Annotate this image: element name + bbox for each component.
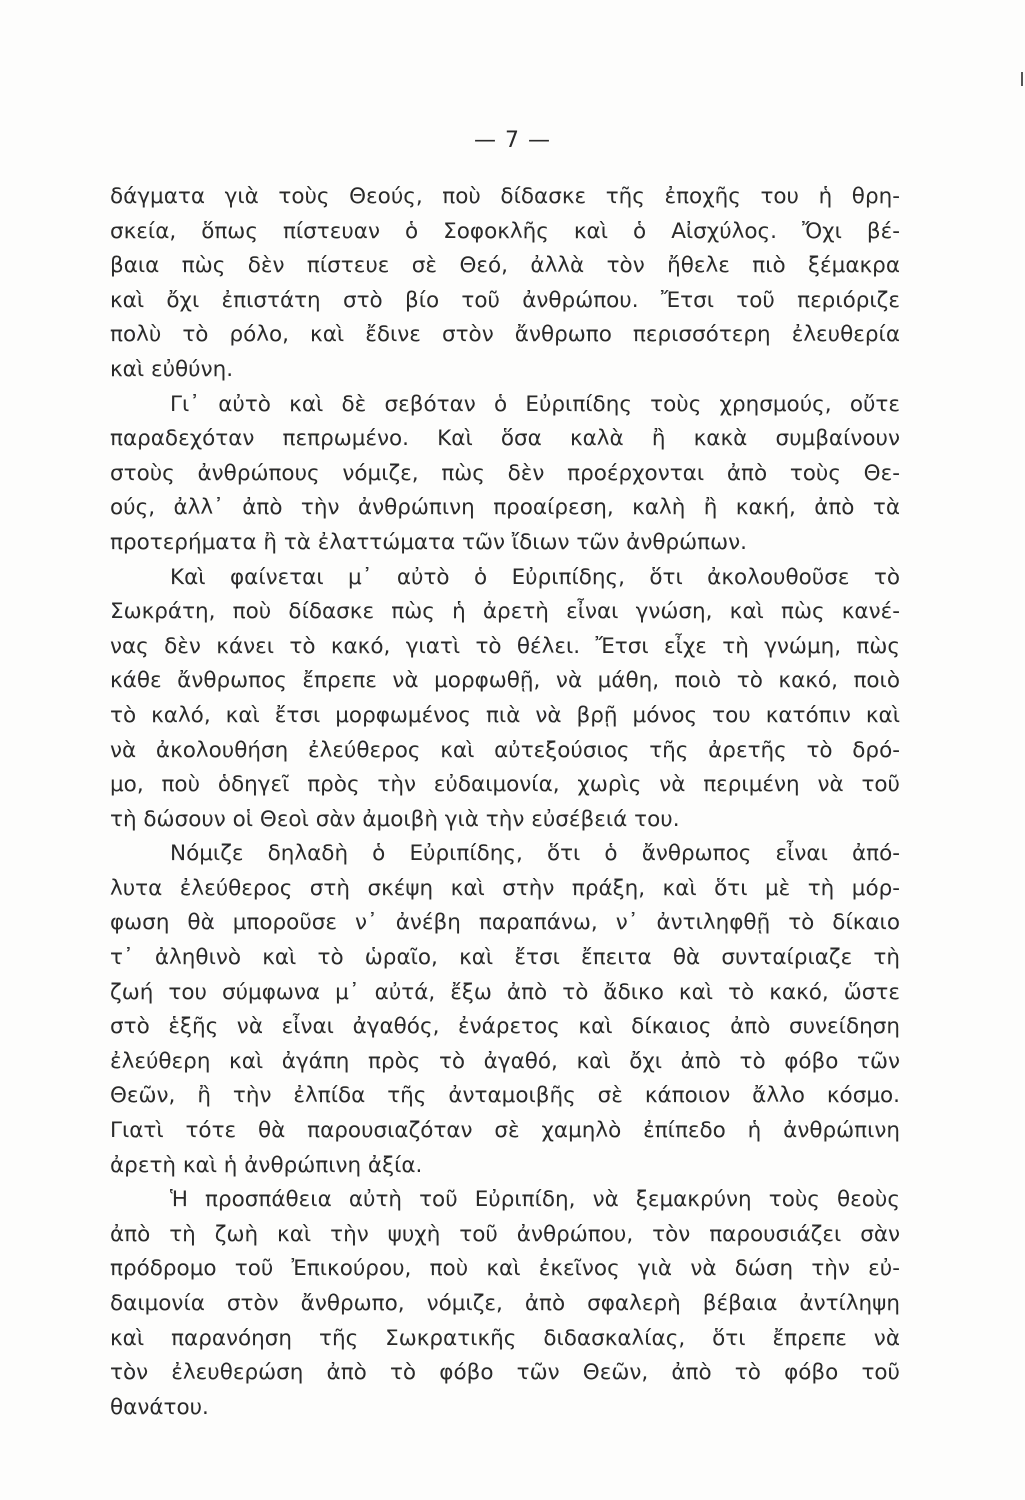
paragraph-first-line: Ἡ προσπάθεια αὐτὴ τοῦ Εὐριπίδη, νὰ ξεμακρύνη τοὺς θεοὺς bbox=[170, 1187, 900, 1213]
scan-edge-mark bbox=[1021, 72, 1023, 86]
text-line: καὶ παρανόηση τῆς Σωκρατικῆς διδασκαλίας, ὅτι ἔπρεπε νὰ bbox=[110, 1325, 900, 1351]
text-line: Θεῶν, ἢ τὴν ἐλπίδα τῆς ἀνταμοιβῆς σὲ κάποιον ἄλλο κόσμο. bbox=[110, 1083, 900, 1109]
text-line: Σωκράτη, ποὺ δίδασκε πὼς ἡ ἀρετὴ εἶναι γνώση, καὶ πὼς κανέ- bbox=[110, 599, 900, 625]
text-line: Γιατὶ τότε θὰ παρουσιαζόταν σὲ χαμηλὸ ἐπίπεδο ἡ ἀνθρώπινη bbox=[110, 1118, 900, 1144]
text-line: θανάτου. bbox=[110, 1394, 209, 1420]
text-line: τὸ καλό, καὶ ἔτσι μορφωμένος πιὰ νὰ βρῇ μόνος του κατόπιν καὶ bbox=[110, 702, 900, 728]
text-line: ἀρετὴ καὶ ἡ ἀνθρώπινη ἀξία. bbox=[110, 1152, 423, 1178]
text-line: στοὺς ἀνθρώπους νόμιζε, πὼς δὲν προέρχονται ἀπὸ τοὺς Θε- bbox=[110, 460, 900, 486]
page-number: — 7 — bbox=[474, 128, 551, 153]
text-line: ἀπὸ τὴ ζωὴ καὶ τὴν ψυχὴ τοῦ ἀνθρώπου, τὸν παρουσιάζει σὰν bbox=[110, 1221, 900, 1247]
text-line: δαιμονία στὸν ἄνθρωπο, νόμιζε, ἀπὸ σφαλερὴ βέβαια ἀντίληψη bbox=[110, 1291, 900, 1316]
paragraph-first-line: Γι᾿ αὐτὸ καὶ δὲ σεβόταν ὁ Εὐριπίδης τοὺς χρησμούς, οὔτε bbox=[170, 391, 900, 417]
text-line: πολὺ τὸ ρόλο, καὶ ἔδινε στὸν ἄνθρωπο περισσότερη ἐλευθερία bbox=[110, 322, 900, 348]
text-line: νας δὲν κάνει τὸ κακό, γιατὶ τὸ θέλει. Ἔτσι εἶχε τὴ γνώμη, πὼς bbox=[110, 633, 900, 659]
text-line: τ᾿ ἀληθινὸ καὶ τὸ ὡραῖο, καὶ ἔτσι ἔπειτα θὰ συνταίριαζε τὴ bbox=[110, 945, 900, 971]
text-line: καὶ εὐθύνη. bbox=[110, 356, 234, 382]
text-line: νὰ ἀκολουθήση ἐλεύθερος καὶ αὐτεξούσιος τῆς ἀρετῆς τὸ δρό- bbox=[110, 737, 900, 763]
text-line: μο, ποὺ ὁδηγεῖ πρὸς τὴν εὐδαιμονία, χωρὶς νὰ περιμένη νὰ τοῦ bbox=[110, 772, 900, 798]
paragraph-first-line: Καὶ φαίνεται μ᾿ αὐτὸ ὁ Εὐριπίδης, ὅτι ἀκολουθοῦσε τὸ bbox=[170, 564, 900, 590]
text-line: ζωή του σύμφωνα μ᾿ αὐτά, ἔξω ἀπὸ τὸ ἄδικο καὶ τὸ κακό, ὥστε bbox=[110, 979, 900, 1005]
text-line: τὴ δώσουν οἱ Θεοὶ σὰν ἀμοιβὴ γιὰ τὴν εὐσέβειά του. bbox=[110, 806, 680, 832]
text-line: καὶ ὄχι ἐπιστάτη στὸ βίο τοῦ ἀνθρώπου. Ἔτσι τοῦ περιόριζε bbox=[110, 287, 900, 313]
text-line: ούς, ἀλλ᾿ ἀπὸ τὴν ἀνθρώπινη προαίρεση, καλὴ ἢ κακή, ἀπὸ τὰ bbox=[110, 495, 900, 521]
text-line: ἐλεύθερη καὶ ἀγάπη πρὸς τὸ ἀγαθό, καὶ ὄχι ἀπὸ τὸ φόβο τῶν bbox=[110, 1048, 900, 1074]
text-line: κάθε ἄνθρωπος ἔπρεπε νὰ μορφωθῇ, νὰ μάθη, ποιὸ τὸ κακό, ποιὸ bbox=[110, 668, 900, 694]
text-line: δάγματα γιὰ τοὺς Θεούς, ποὺ δίδασκε τῆς ἐποχῆς του ἡ θρη- bbox=[110, 184, 900, 209]
body-text bbox=[110, 180, 900, 1425]
text-line: πρόδρομο τοῦ Ἐπικούρου, ποὺ καὶ ἐκεῖνος γιὰ νὰ δώση τὴν εὐ- bbox=[110, 1256, 900, 1282]
text-line: σκεία, ὅπως πίστευαν ὁ Σοφοκλῆς καὶ ὁ Αἰσχύλος. Ὄχι βέ- bbox=[110, 218, 900, 244]
text-line: βαια πὼς δὲν πίστευε σὲ Θεό, ἀλλὰ τὸν ἤθελε πιὸ ξέμακρα bbox=[110, 253, 900, 279]
paragraph-first-line: Νόμιζε δηλαδὴ ὁ Εὐριπίδης, ὅτι ὁ ἄνθρωπος εἶναι ἀπό- bbox=[170, 841, 900, 867]
text-line: στὸ ἑξῆς νὰ εἶναι ἀγαθός, ἐνάρετος καὶ δίκαιος ἀπὸ συνείδηση bbox=[110, 1014, 900, 1040]
text-line: φωση θὰ μποροῦσε ν᾿ ἀνέβη παραπάνω, ν᾿ ἀντιληφθῇ τὸ δίκαιο bbox=[110, 910, 900, 936]
text-line: τὸν ἐλευθερώση ἀπὸ τὸ φόβο τῶν Θεῶν, ἀπὸ τὸ φόβο τοῦ bbox=[110, 1360, 900, 1386]
text-line: παραδεχόταν πεπρωμένο. Καὶ ὅσα καλὰ ἢ κακὰ συμβαίνουν bbox=[110, 426, 900, 452]
text-line: λυτα ἐλεύθερος στὴ σκέψη καὶ στὴν πράξη, καὶ ὅτι μὲ τὴ μόρ- bbox=[110, 875, 900, 901]
text-line: προτερήματα ἢ τὰ ἐλαττώματα τῶν ἴδιων τῶν ἀνθρώπων. bbox=[110, 529, 747, 555]
